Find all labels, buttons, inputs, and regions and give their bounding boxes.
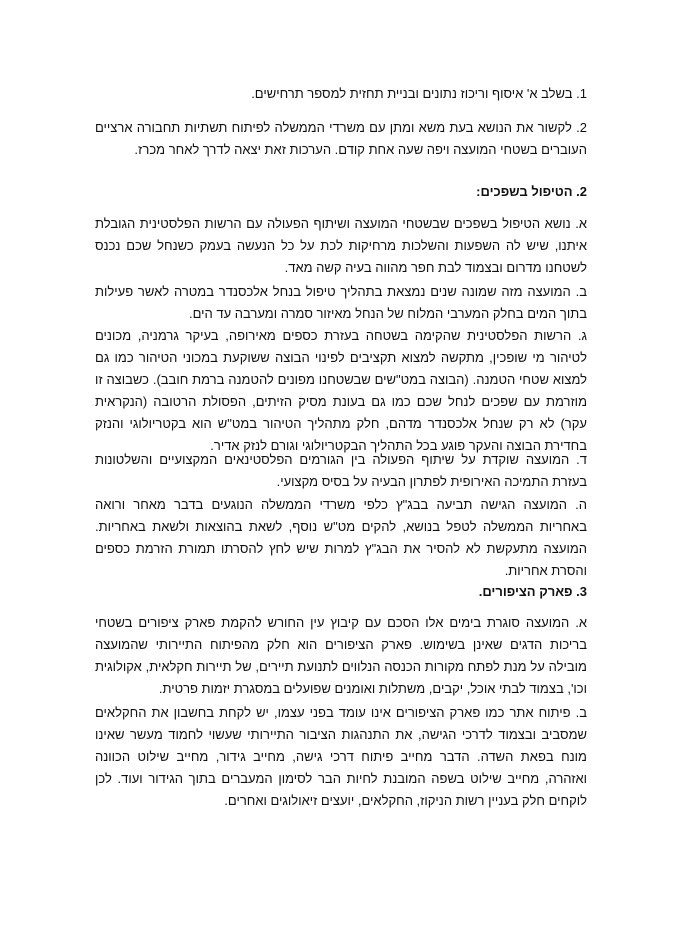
section-heading-sewage: 2. הטיפול בשפכים: bbox=[476, 184, 587, 199]
paragraph-birds-b: ב. פיתוח אתר כמו פארק הציפורים אינו עומד בפני עצמו, יש לקחת בחשבון את החקלאים שמסביב ובצמוד לדרכי הגישה, את התנהגות הציבור התיירותי שעשוי לחמוד מעשר שאינו מונח בפאת השדה. הדבר מחייב פיתוח דרכי גישה, מחייב גידור, מחייב שילוט הכוונה ואזהרה, מחייב שילוט בשפה המובנת לחיות הבר לסימון המעברים בתוך הגידור ועוד. לכן לוקחים חלק בעניין רשות הניקוז, החקלאים, יועצים זיאולוגים ואחרים. bbox=[95, 705, 587, 808]
section-heading-bird-park: 3. פארק הציפורים. bbox=[478, 584, 587, 599]
list-item-2: 2. לקשור את הנושא בעת משא ומתן עם משרדי הממשלה לפיתוח תשתיות תחבורה ארציים העוברים בשטחי המועצה ויפה שעה אחת קודם. הערכות זאת יצאה לדרך לאחר מכרז. bbox=[95, 120, 587, 157]
list-item-1: 1. בשלב א' איסוף וריכוז נתונים ובניית תחזית למספר תרחישים. bbox=[251, 86, 587, 101]
paragraph-sewage-d: ד. המועצה שוקדת על שיתוף הפעולה בין הגורמים הפלסטינאים המקצועיים והשלטונות בעזרת התמיכה האירופית לפתרון הבעיה על בסיס מקצועי. bbox=[95, 452, 587, 489]
paragraph-birds-a: א. המועצה סוגרת בימים אלו הסכם עם קיבוץ עין החורש להקמת פארק ציפורים בשטחי בריכות הדגים שאינן בשימוש. פארק הציפורים הוא חלק מהפיתוח התיירותי שהמועצה מובילה על מנת לפתח מקורות הכנסה הנלווים לתנועת תיירים, של תיירות חקלאית, אקולוגית וכו', בצמוד לבתי אוכל, יקבים, משתלות ואומנים שפועלים במסגרת יזמות פרטית. bbox=[95, 615, 587, 696]
paragraph-sewage-e: ה. המועצה הגישה תביעה בבג"ץ כלפי משרדי הממשלה הנוגעים בדבר מאחר ורואה באחריות הממשלה לטפל בנושא, להקים מט"ש נוסף, לשאת בהוצאות ולשאת באחריות. המועצה מתעקשת לא להסיר את הבג"ץ למרות שיש לחץ להסרתו תמורת הזרמת כספים והסרת אחריות. bbox=[95, 497, 587, 578]
paragraph-sewage-b: ב. המועצה מזה שמונה שנים נמצאת בתהליך טיפול בנחל אלכסנדר במטרה לאשר פעילות בתוך המים בחלק המערבי המלוח של הנחל מאיזור סמרה ומערבה עד הים. bbox=[95, 284, 587, 321]
paragraph-sewage-c: ג. הרשות הפלסטינית שהקימה בשטחה בעזרת כספים מאירופה, בעיקר גרמניה, מכונים לטיהור מי שופכין, מתקשה למצוא תקציבים לפינוי הבוצה ששוקעת במכוני הטיהור כמו גם למצוא שטחי הטמנה. (הבוצה במט"שים שבשטחנו מפונים להטמנה ברמת חובב). כשבוצה זו מוזרמת עם שפכים לנחל שכם כמו גם בעונת מסיק הזיתים, הפסולת הרטובה (הנקראית עקר) לא רק שנחל אלכסנדר מדהם, חלק מתהליך הטיהור במט"ש הוא בקטריולוגי והנזק בחדירת הבוצה והעקר פוגע בכל התהליך הבקטריולוגי וגורם לנזק אדיר. bbox=[95, 328, 587, 453]
paragraph-sewage-a: א. נושא הטיפול בשפכים שבשטחי המועצה ושיתוף הפעולה עם הרשות הפלסטינית הגובלת איתנו, שיש לה השפעות והשלכות מרחיקות לכת על כל הנעשה בעמק כשנחל שכם נכנס לשטחנו מדרום ובצמוד לבת חפר מהווה בעיה קשה מאד. bbox=[95, 216, 587, 275]
